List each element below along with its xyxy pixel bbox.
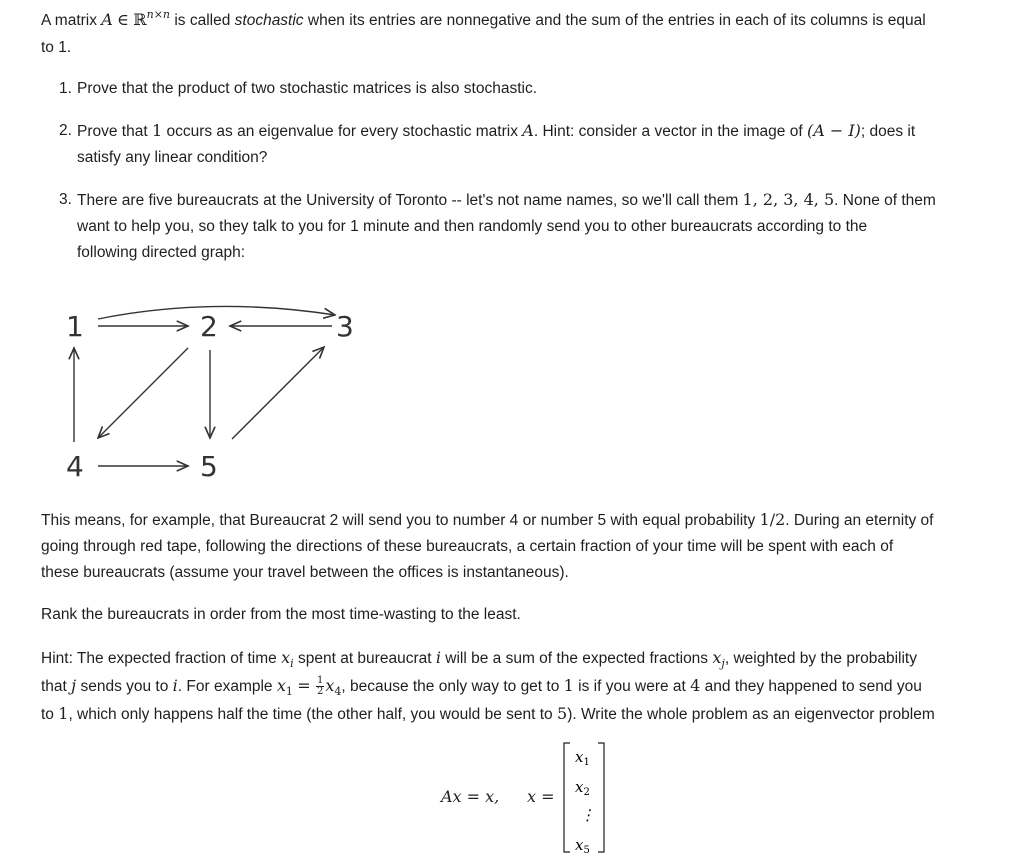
equation-x-def bbox=[527, 787, 555, 806]
hint-line3c: ). Write the whole problem as an eigenvector problem bbox=[567, 706, 935, 723]
means-probability: 1/2 bbox=[759, 510, 786, 529]
hint-x4: x bbox=[325, 676, 335, 695]
rank-paragraph bbox=[41, 602, 1011, 628]
means-paragraph bbox=[41, 507, 1011, 586]
hint-text-to: to bbox=[41, 706, 54, 723]
list-item-2 bbox=[59, 118, 1009, 171]
hint-text-b: spent at bureaucrat bbox=[297, 650, 432, 667]
item3-text-b: . None of them bbox=[834, 192, 936, 209]
means-line3: these bureaucrats (assume your travel between the offices is instantaneous). bbox=[41, 564, 569, 581]
column-vector bbox=[560, 742, 610, 866]
means-text-b: . During an eternity of bbox=[785, 512, 934, 529]
hint-text-g: . For example bbox=[177, 678, 273, 695]
equation-lhs bbox=[441, 787, 499, 806]
list-item-number: 2. bbox=[59, 122, 72, 139]
intro-in-symbol: ∈ bbox=[117, 10, 130, 29]
fraction-numerator: 1 bbox=[316, 675, 324, 687]
hint-text-h: , because the only way to get to bbox=[341, 678, 560, 695]
hint-x1: x bbox=[276, 676, 286, 695]
hint-text-a: Hint: The expected fraction of time bbox=[41, 650, 277, 667]
hint-paragraph bbox=[41, 645, 1011, 728]
intro-rest: when its entries are nonnegative and the sum of the entries in each of its columns is equal bbox=[307, 12, 926, 29]
edge-5-to-3 bbox=[232, 347, 324, 439]
graph-node-5: 5 bbox=[200, 450, 218, 483]
item3-text-a: There are five bureaucrats at the University of Toronto -- let's not name names, so we'll call them bbox=[77, 192, 739, 209]
hint-fraction bbox=[316, 676, 324, 697]
means-line2: going through red tape, following the directions of these bureaucrats, a certain fraction of your time will be spent with each of bbox=[41, 538, 894, 555]
list-item-1 bbox=[59, 76, 1009, 102]
hint-var-x: x bbox=[281, 648, 291, 667]
right-bracket bbox=[598, 743, 604, 852]
intro-prefix: A matrix bbox=[41, 12, 97, 29]
rank-text: Rank the bureaucrats in order from the most time-wasting to the least. bbox=[41, 606, 521, 623]
vector-entry-x1: $x_1$ bbox=[575, 748, 590, 768]
intro-line2: to 1. bbox=[41, 39, 72, 56]
means-text-a: This means, for example, that Bureaucrat 2 will send you to number 4 or number 5 with equal probability bbox=[41, 512, 756, 529]
hint-var-i: i bbox=[435, 648, 441, 667]
intro-matrix-symbol: A bbox=[101, 10, 113, 29]
item3-line3: following directed graph: bbox=[77, 244, 246, 261]
hint-one: 1 bbox=[563, 676, 574, 695]
list-item-text: Prove that the product of two stochastic matrices is also stochastic. bbox=[77, 80, 538, 97]
intro-stochastic-term: stochastic bbox=[234, 12, 304, 29]
hint-equals: = bbox=[297, 676, 311, 695]
intro-reals-symbol: ℝ bbox=[133, 10, 147, 29]
intro-dims: n×n bbox=[146, 8, 171, 21]
item2-line2: satisfy any linear condition? bbox=[77, 149, 268, 166]
list-item-3 bbox=[59, 187, 1009, 266]
item3-line2: want to help you, so they talk to you for 1 minute and then randomly send you to other bureaucrats according to the bbox=[77, 218, 868, 235]
item2-text-d: ; does it bbox=[860, 123, 916, 140]
graph-node-3: 3 bbox=[336, 310, 354, 343]
item2-text-c: . Hint: consider a vector in the image of bbox=[533, 123, 803, 140]
vector-entry-x2: $x_2$ bbox=[575, 778, 590, 798]
edge-2-to-4 bbox=[98, 348, 188, 438]
hint-line3b: , which only happens half the time (the other half, you would be sent to bbox=[68, 706, 553, 723]
hint-four: 4 bbox=[690, 676, 701, 695]
hint-text-e: that bbox=[41, 678, 67, 695]
item2-expression: (A − I) bbox=[806, 121, 861, 140]
hint-text-c: will be a sum of the expected fractions bbox=[445, 650, 709, 667]
hint-text-l: and they happened to send you bbox=[704, 678, 922, 695]
hint-sub-j: j bbox=[721, 657, 725, 670]
hint-x1-sub: 1 bbox=[285, 685, 293, 698]
hint-var-j: j bbox=[71, 676, 77, 695]
graph-node-1: 1 bbox=[66, 310, 84, 343]
fraction-denominator: 2 bbox=[316, 686, 324, 698]
hint-text-d: , weighted by the probability bbox=[724, 650, 917, 667]
left-bracket bbox=[564, 743, 570, 852]
hint-sub-i: i bbox=[290, 657, 294, 670]
intro-paragraph bbox=[41, 7, 1011, 61]
item2-text-a: Prove that bbox=[77, 123, 148, 140]
hint-var-xj: x bbox=[712, 648, 722, 667]
list-item-number: 3. bbox=[59, 191, 72, 208]
hint-text-f: sends you to bbox=[80, 678, 169, 695]
graph-node-4: 4 bbox=[66, 450, 84, 483]
vector-entry-dots: ⋮ bbox=[580, 806, 595, 824]
equation-ax-eq-x: Ax = x, bbox=[441, 787, 500, 806]
item2-text-b: occurs as an eigenvalue for every stochastic matrix bbox=[166, 123, 518, 140]
item2-one: 1 bbox=[151, 121, 163, 140]
hint-text-k: is if you were at bbox=[578, 678, 686, 695]
equation-x-equals: x = bbox=[527, 787, 555, 806]
hint-five: 5 bbox=[557, 704, 568, 723]
hint-var-i2: i bbox=[172, 676, 178, 695]
hint-one-b: 1 bbox=[58, 704, 69, 723]
list-item-number: 1. bbox=[59, 80, 72, 97]
directed-graph bbox=[50, 292, 370, 492]
hint-x4-sub: 4 bbox=[334, 685, 342, 698]
graph-node-2: 2 bbox=[200, 310, 218, 343]
item3-names: 1, 2, 3, 4, 5 bbox=[742, 190, 835, 209]
vector-entry-x5: $x_5$ bbox=[575, 836, 590, 856]
intro-mid: is called bbox=[174, 12, 231, 29]
item2-matrix-symbol: A bbox=[522, 121, 534, 140]
